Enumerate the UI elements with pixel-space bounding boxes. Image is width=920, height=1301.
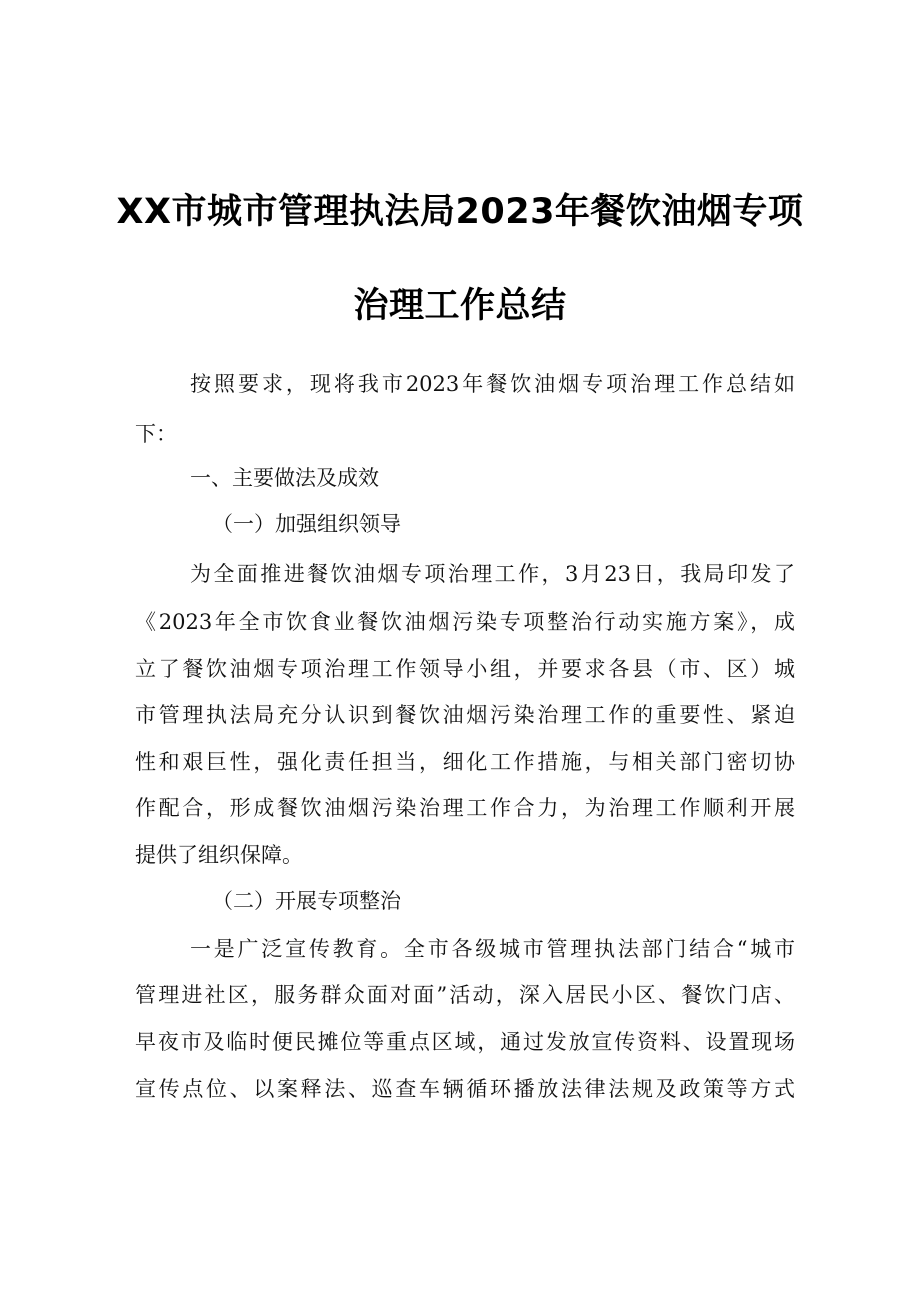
- subsection-heading: （二）开展专项整治: [212, 889, 401, 913]
- paragraph-line: 按照要求，现将我市2023年餐饮油烟专项治理工作总结如: [190, 372, 795, 396]
- paragraph-line: 立了餐饮油烟专项治理工作领导小组，并要求各县（市、区）城: [135, 657, 795, 681]
- paragraph-line: 性和艰巨性，强化责任担当，细化工作措施，与相关部门密切协: [135, 750, 795, 774]
- paragraph-line: 《2023年全市饮食业餐饮油烟污染专项整治行动实施方案》，成: [135, 610, 795, 634]
- paragraph-line: 提供了组织保障。: [135, 843, 303, 867]
- paragraph-line: 宣传点位、以案释法、巡查车辆循环播放法律法规及政策等方式: [135, 1077, 795, 1101]
- document-title-line1: XX市城市管理执法局2023年餐饮油烟专项: [116, 192, 804, 232]
- paragraph-line: 作配合，形成餐饮油烟污染治理工作合力，为治理工作顺利开展: [135, 796, 795, 820]
- section-heading: 一、主要做法及成效: [190, 466, 379, 490]
- paragraph-line: 市管理执法局充分认识到餐饮油烟污染治理工作的重要性、紧迫: [135, 703, 795, 727]
- subsection-heading: （一）加强组织领导: [212, 512, 401, 536]
- paragraph-line: 管理进社区，服务群众面对面”活动，深入居民小区、餐饮门店、: [135, 983, 795, 1007]
- paragraph-line: 下：: [135, 422, 177, 446]
- paragraph-line: 一是广泛宣传教育。全市各级城市管理执法部门结合“城市: [190, 937, 795, 961]
- document-title-line2: 治理工作总结: [353, 286, 567, 326]
- paragraph-line: 为全面推进餐饮油烟专项治理工作，3月23日，我局印发了: [190, 562, 795, 586]
- paragraph-line: 早夜市及临时便民摊位等重点区域，通过发放宣传资料、设置现场: [135, 1030, 795, 1054]
